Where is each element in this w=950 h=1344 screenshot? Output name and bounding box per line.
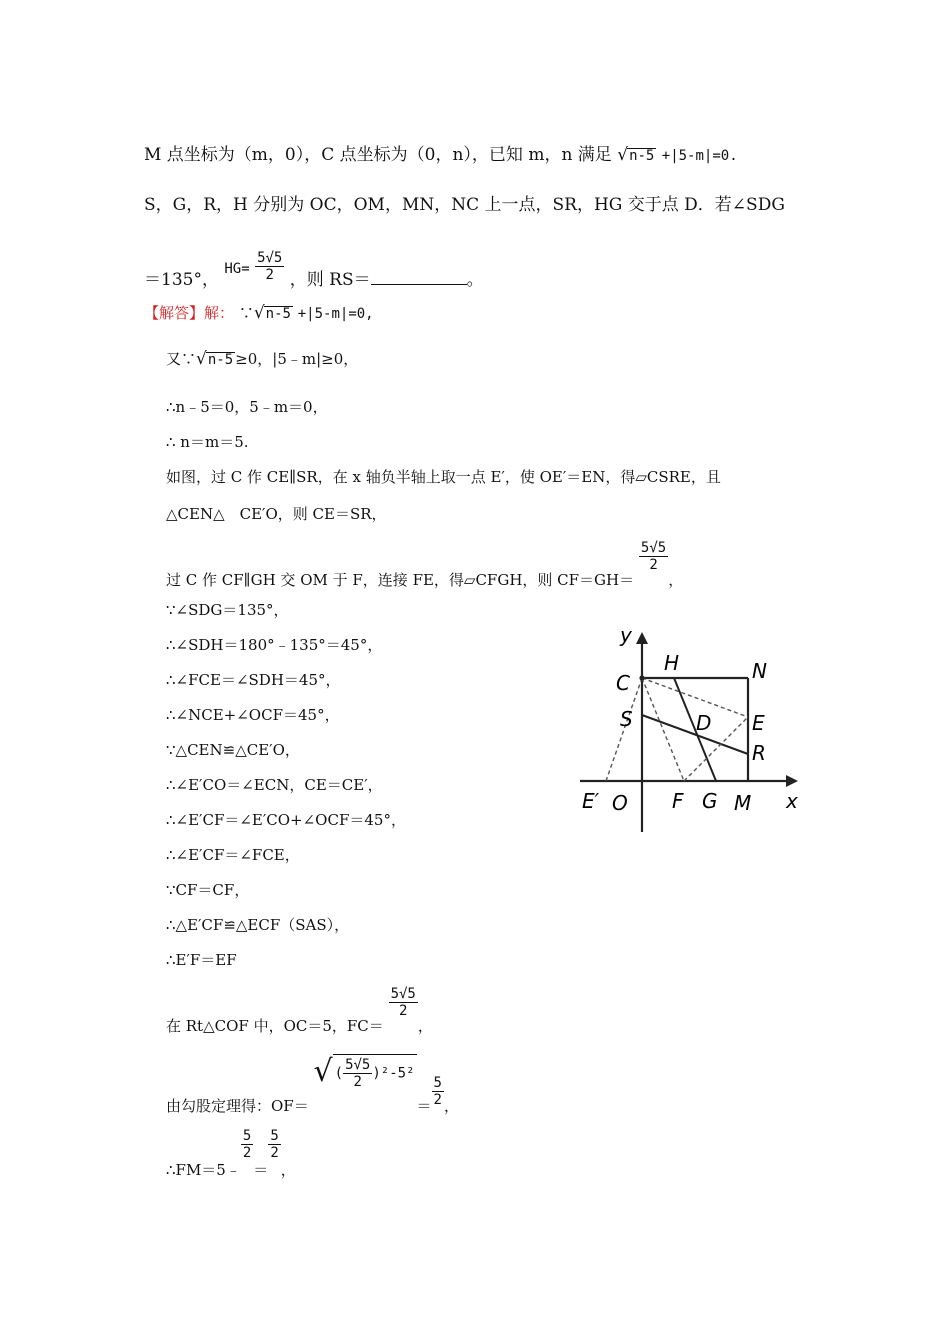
problem-line-1 xyxy=(144,140,738,165)
label-C: C xyxy=(616,671,630,695)
frac-num: 5 xyxy=(270,1128,279,1144)
equals: ＝ xyxy=(253,1160,269,1179)
radical-sign: √ xyxy=(253,303,265,323)
radicand: n-5 xyxy=(265,306,291,322)
solution-line-14: ∴∠E′CF＝∠E′CO+∠OCF＝45°， xyxy=(166,811,406,829)
hg-num: 5√5 xyxy=(257,250,283,266)
solution-line-7 xyxy=(166,540,684,589)
fc-fraction xyxy=(389,986,418,1019)
problem-line-2: S，G，R，H 分别为 OC，OM，MN，NC 上一点，SR，HG 交于点 D．若∠SDG xyxy=(144,195,785,215)
s2-prefix: 又∵ xyxy=(166,350,197,368)
solution-line-2 xyxy=(166,348,358,369)
hg-den: 2 xyxy=(265,267,274,283)
label-S: S xyxy=(620,707,633,731)
solution-line-18: ∴E′F＝EF xyxy=(166,951,237,969)
solution-line-1 xyxy=(144,302,374,323)
label-x: x xyxy=(786,789,798,813)
frac-den: 2 xyxy=(242,1145,252,1161)
problem-line-3 xyxy=(144,238,484,290)
result-fraction xyxy=(432,1075,444,1108)
frac-num: 5 xyxy=(433,1074,442,1091)
s7-text: 过 C 作 CF∥GH 交 OM 于 F，连接 FE，得▱CFGH，则 CF＝GH＝ xyxy=(166,570,635,589)
point-C xyxy=(639,675,644,680)
solution-line-20 xyxy=(166,1050,459,1115)
label-H: H xyxy=(664,651,680,675)
s21-end: ， xyxy=(280,1160,296,1179)
label-E: E xyxy=(752,711,765,735)
geometry-figure xyxy=(578,628,808,838)
frac-1 xyxy=(241,1128,253,1161)
solution-line-10: ∴∠FCE＝∠SDH＝45°， xyxy=(166,671,341,689)
pythag-radicand: ( $\frac{5√5}{2}$ )²-5² xyxy=(333,1054,417,1090)
s19-text: 在 Rt△COF 中，OC＝5，FC＝ xyxy=(166,1016,384,1035)
frac-den: 2 xyxy=(398,1003,408,1019)
frac-den: 2 xyxy=(649,557,658,573)
s21-text: ∴FM＝5﹣ xyxy=(166,1160,241,1179)
radical-sign: √ xyxy=(196,349,207,369)
answer-tag: 【解答】 xyxy=(144,304,205,322)
s19-end: ， xyxy=(417,1016,433,1035)
radical-sign: √ xyxy=(313,1054,333,1089)
segment-CE xyxy=(642,678,748,717)
equals: ＝ xyxy=(416,1097,432,1115)
frac-num: 5√5 xyxy=(345,1056,371,1073)
power-terms: )²-5² xyxy=(372,1065,415,1081)
s7-end: ， xyxy=(668,570,684,589)
label-y: y xyxy=(620,628,632,647)
solution-line-16: ∵CF＝CF， xyxy=(166,881,250,899)
label-O: O xyxy=(612,791,628,815)
radical-sign: √ xyxy=(617,145,629,165)
frac-den: 2 xyxy=(353,1073,362,1090)
y-axis-arrow xyxy=(636,632,648,644)
angle-value: ＝135°， xyxy=(144,270,219,290)
x-axis-arrow xyxy=(786,775,798,787)
solution-line-6: △CEN△ CE′O，则 CE＝SR， xyxy=(166,505,387,523)
label-M: M xyxy=(734,791,752,815)
solution-line-9: ∴∠SDH＝180°﹣135°＝45°， xyxy=(166,636,383,654)
period: 。 xyxy=(466,270,484,290)
s1-rest: +|5-m|=0, xyxy=(297,306,374,322)
because-sign: ∵ xyxy=(238,304,254,322)
hg-label: HG= xyxy=(224,261,250,277)
solution-line-5: 如图，过 C 作 CE∥SR，在 x 轴负半轴上取一点 E′，使 OE′＝EN，得▱CSRE，且 xyxy=(166,468,721,486)
label-E-prime: E′ xyxy=(582,789,600,813)
s20-end: ， xyxy=(443,1097,459,1115)
condition-rest: +|5-m|=0. xyxy=(661,148,738,164)
segment-SR xyxy=(642,715,748,754)
s20-text: 由勾股定理得：OF＝ xyxy=(166,1097,309,1115)
radicand: n-5 xyxy=(207,352,234,368)
problem-text-1: M 点坐标为（m，0），C 点坐标为（0，n），已知 m，n 满足 xyxy=(144,145,612,165)
frac-num: 5√5 xyxy=(390,986,416,1002)
label-D: D xyxy=(696,711,712,735)
frac-2 xyxy=(268,1128,280,1161)
answer-tag-suffix: 解： xyxy=(204,304,235,322)
frac-den: 2 xyxy=(270,1145,279,1161)
frac-den: 2 xyxy=(433,1091,442,1108)
label-G: G xyxy=(702,789,718,813)
solution-line-12: ∵△CEN≌△CE′O， xyxy=(166,741,300,759)
solution-line-4: ∴ n＝m＝5. xyxy=(166,433,249,451)
solution-line-3: ∴n﹣5＝0，5﹣m＝0， xyxy=(166,398,328,416)
solution-line-8: ∵∠SDG＝135°， xyxy=(166,601,289,619)
solution-line-21 xyxy=(166,1128,296,1179)
cf-fraction xyxy=(639,540,668,573)
radicand: n-5 xyxy=(629,148,655,164)
answer-blank[interactable] xyxy=(371,270,467,285)
s2-rest: ≥0，|5﹣m|≥0， xyxy=(235,350,359,368)
label-R: R xyxy=(752,741,766,765)
solution-line-11: ∴∠NCE+∠OCF＝45°， xyxy=(166,706,340,724)
frac-num: 5√5 xyxy=(640,540,667,556)
label-F: F xyxy=(672,789,684,813)
label-N: N xyxy=(752,659,767,683)
solution-line-19 xyxy=(166,984,433,1035)
rs-prompt: ，则 RS＝ xyxy=(289,270,371,290)
inner-fraction xyxy=(343,1057,372,1090)
segment-CF xyxy=(642,678,684,781)
hg-fraction xyxy=(255,250,284,283)
solution-line-17: ∴△E′CF≌△ECF（SAS）， xyxy=(166,916,350,934)
solution-line-13: ∴∠E′CO＝∠ECN，CE＝CE′， xyxy=(166,776,383,794)
frac-num: 5 xyxy=(242,1128,252,1144)
solution-line-15: ∴∠E′CF＝∠FCE， xyxy=(166,846,300,864)
